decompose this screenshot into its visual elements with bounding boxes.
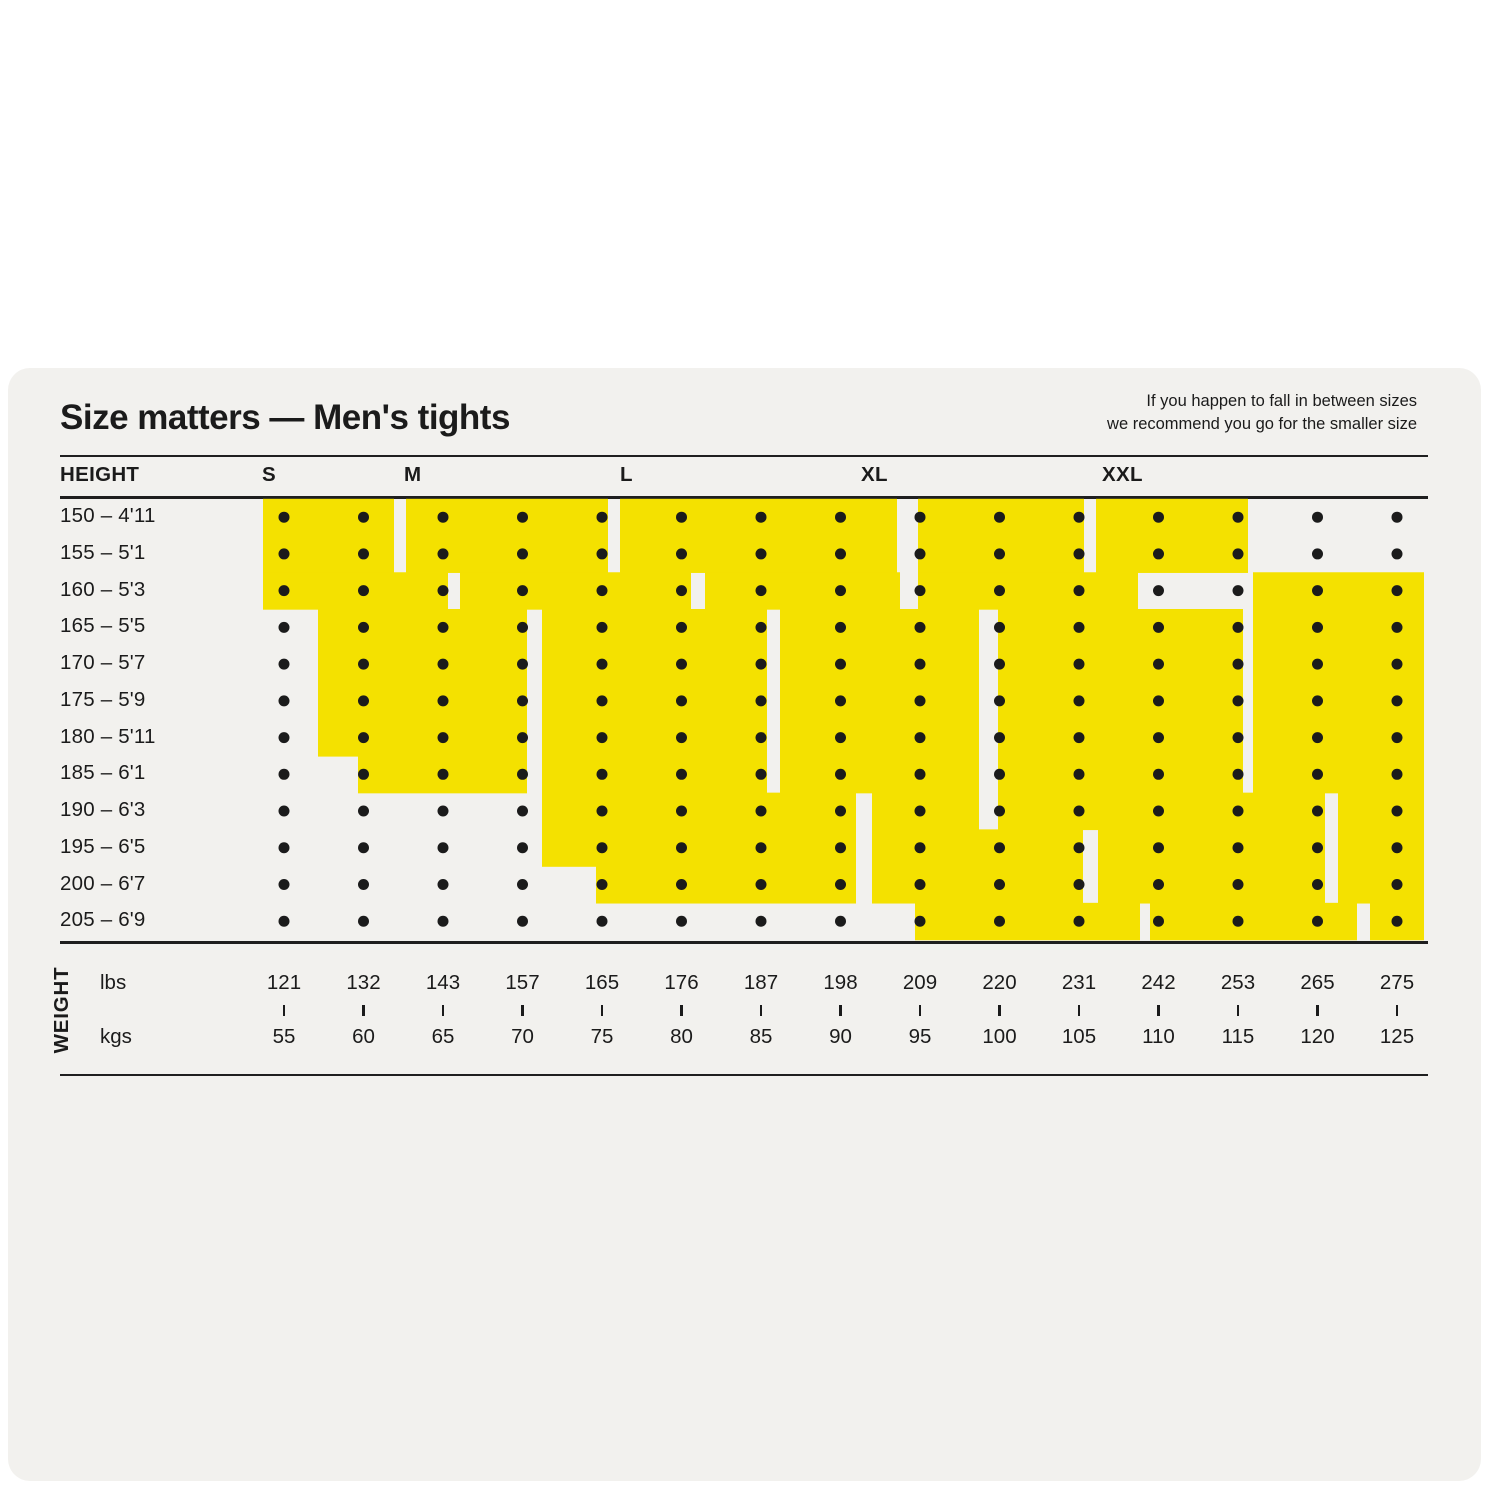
weight-kgs-value: 65 bbox=[431, 1025, 455, 1048]
height-row-label: 205 – 6'9 bbox=[60, 908, 146, 932]
weight-lbs-value: 220 bbox=[982, 971, 1017, 994]
weight-lbs-value: 176 bbox=[664, 971, 699, 994]
weight-lbs-value: 275 bbox=[1379, 971, 1415, 994]
weight-kgs-value: 120 bbox=[1300, 1025, 1335, 1048]
lbs-label: lbs bbox=[100, 971, 127, 994]
weight-lbs-value: 265 bbox=[1300, 971, 1335, 994]
weight-tick bbox=[1237, 1005, 1240, 1016]
height-row-label: 175 – 5'9 bbox=[60, 687, 146, 711]
weight-kgs-value: 60 bbox=[352, 1025, 375, 1048]
size-header-s: S bbox=[262, 463, 276, 486]
weight-lbs-value: 165 bbox=[584, 971, 620, 994]
weight-kgs-value: 80 bbox=[670, 1025, 693, 1048]
weight-lbs-value: 121 bbox=[266, 971, 302, 994]
page-title: Size matters — Men's tights bbox=[60, 398, 510, 437]
weight-kgs-value: 90 bbox=[829, 1025, 852, 1048]
weight-kgs-value: 95 bbox=[908, 1025, 932, 1048]
weight-tick bbox=[998, 1005, 1001, 1016]
size-header-xxl: XXL bbox=[1102, 463, 1143, 486]
weight-kgs-value: 100 bbox=[982, 1025, 1017, 1048]
kgs-label: kgs bbox=[100, 1025, 132, 1048]
weight-tick bbox=[601, 1005, 604, 1016]
note-line-1: If you happen to fall in between sizes bbox=[1146, 392, 1417, 410]
height-row-label: 160 – 5'3 bbox=[60, 577, 146, 601]
weight-kgs-value: 115 bbox=[1221, 1025, 1255, 1048]
weight-kgs-value: 125 bbox=[1379, 1025, 1415, 1048]
weight-lbs-value: 132 bbox=[346, 971, 381, 994]
weight-header: WEIGHT bbox=[50, 966, 73, 1054]
weight-kgs-value: 55 bbox=[272, 1025, 296, 1048]
weight-lbs-value: 231 bbox=[1061, 971, 1097, 994]
weight-tick bbox=[919, 1005, 922, 1016]
height-row-label: 200 – 6'7 bbox=[60, 871, 146, 895]
weight-lbs-value: 253 bbox=[1220, 971, 1256, 994]
height-row-label: 150 – 4'11 bbox=[60, 504, 156, 528]
height-row-label: 170 – 5'7 bbox=[60, 651, 146, 675]
size-header-l: L bbox=[620, 463, 633, 486]
weight-tick bbox=[1396, 1005, 1399, 1016]
height-header: HEIGHT bbox=[60, 463, 140, 486]
weight-tick bbox=[680, 1005, 683, 1016]
weight-kgs-value: 75 bbox=[590, 1025, 614, 1048]
weight-lbs-value: 209 bbox=[902, 971, 938, 994]
weight-tick bbox=[1316, 1005, 1319, 1016]
note-line-2: we recommend you go for the smaller size bbox=[1107, 415, 1417, 433]
weight-lbs-value: 198 bbox=[823, 971, 858, 994]
height-row-label: 190 – 6'3 bbox=[60, 798, 146, 822]
size-header-m: M bbox=[404, 463, 422, 486]
weight-tick bbox=[283, 1005, 286, 1016]
height-row-label: 195 – 6'5 bbox=[60, 834, 146, 858]
weight-tick bbox=[362, 1005, 365, 1016]
weight-lbs-value: 187 bbox=[743, 971, 779, 994]
height-row-label: 155 – 5'1 bbox=[60, 540, 146, 564]
weight-kgs-value: 105 bbox=[1061, 1025, 1097, 1048]
weight-kgs-value: 85 bbox=[749, 1025, 773, 1048]
weight-kgs-value: 70 bbox=[511, 1025, 534, 1048]
weight-lbs-value: 157 bbox=[505, 971, 540, 994]
weight-tick bbox=[442, 1005, 445, 1016]
weight-lbs-value: 143 bbox=[425, 971, 461, 994]
weight-tick bbox=[839, 1005, 842, 1016]
weight-lbs-value: 242 bbox=[1141, 971, 1176, 994]
weight-tick bbox=[1078, 1005, 1081, 1016]
weight-kgs-value: 110 bbox=[1142, 1025, 1175, 1048]
height-row-label: 185 – 6'1 bbox=[60, 761, 146, 785]
height-row-label: 165 – 5'5 bbox=[60, 614, 146, 638]
size-header-xl: XL bbox=[861, 463, 888, 486]
weight-tick bbox=[521, 1005, 524, 1016]
yellow-size-bands bbox=[263, 499, 1424, 940]
weight-tick bbox=[760, 1005, 763, 1016]
weight-tick bbox=[1157, 1005, 1160, 1016]
height-row-label: 180 – 5'11 bbox=[60, 724, 156, 748]
